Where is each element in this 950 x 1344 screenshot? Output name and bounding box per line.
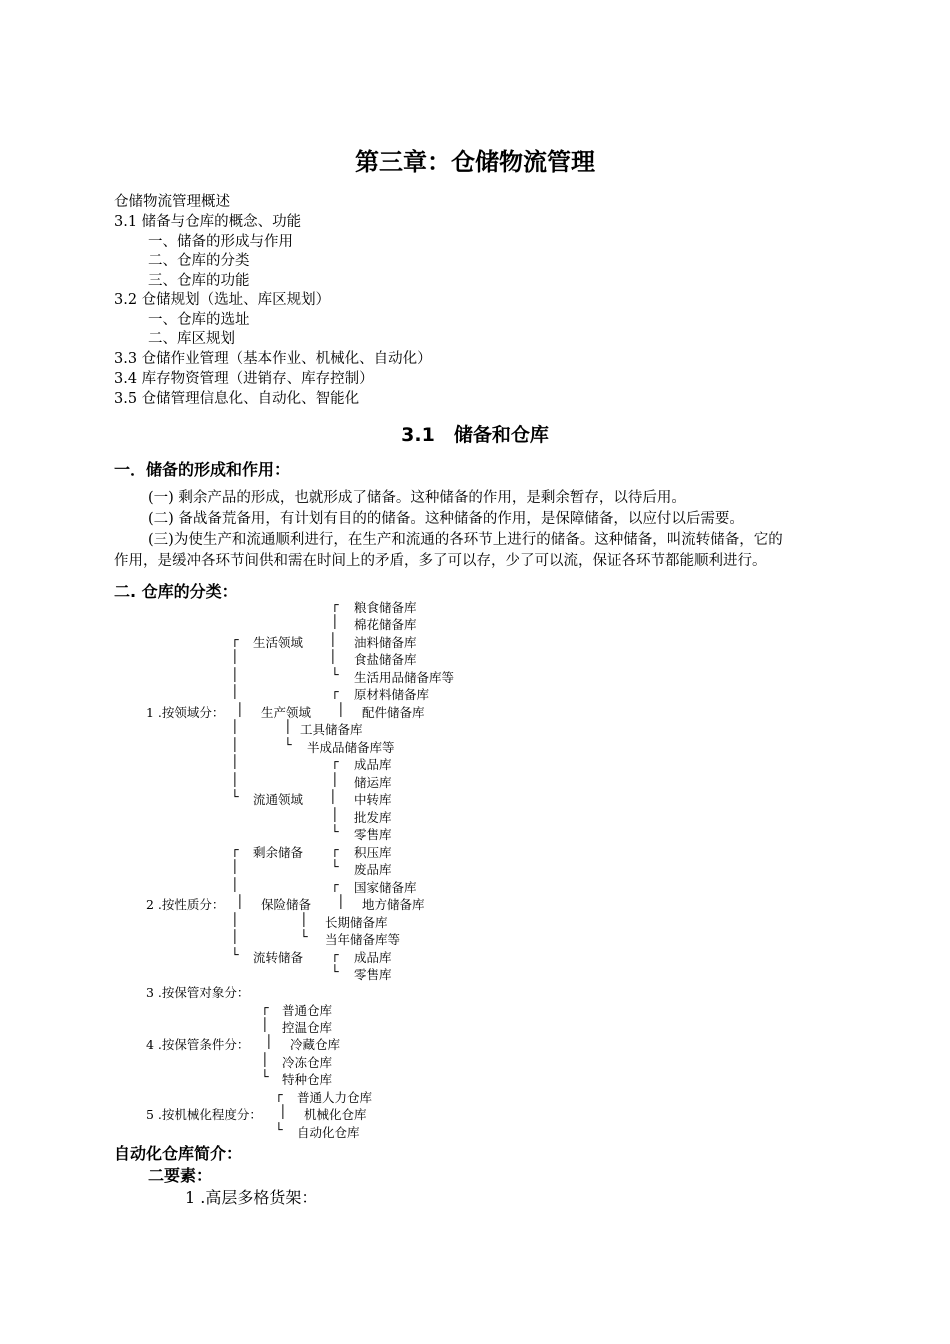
- tree-leaf: 生活用品储备库等: [354, 670, 455, 685]
- tree-leaf: 成品库: [354, 757, 392, 772]
- tree-leaf: 冷冻仓库: [282, 1055, 333, 1070]
- auto-heading: 自动化仓库简介：: [114, 1144, 243, 1163]
- tree-leaf: 中转库: [354, 792, 392, 807]
- tree-leaf: 零售库: [354, 827, 392, 842]
- tree-root-label: 3 .按保管对象分：: [146, 985, 250, 1000]
- toc-3-5: 3.5 仓储管理信息化、自动化、智能化: [114, 391, 360, 407]
- tree-leaf: 食盐储备库: [354, 652, 417, 667]
- bracket-glyph: ┌: [331, 877, 339, 892]
- tree-leaf: 控温仓库: [282, 1020, 333, 1035]
- bracket-glyph: └: [231, 789, 239, 804]
- bracket-glyph: │: [329, 649, 337, 664]
- bracket-glyph: │: [331, 807, 339, 822]
- paragraph-continued: 作用，是缓冲各环节间供和需在时间上的矛盾，多了可以存，少了可以流，保证各环节都能顺利进行。: [114, 553, 767, 569]
- tree-root-label: 2 .按性质分：: [146, 897, 225, 912]
- tree-leaf: 批发库: [354, 810, 392, 825]
- bracket-glyph: │: [331, 614, 339, 629]
- bracket-glyph: │: [261, 1017, 269, 1032]
- paragraph: (一) 剩余产品的形成，也就形成了储备。这种储备的作用，是剩余暂存，以待后用。: [148, 490, 686, 506]
- tree-leaf: 机械化仓库: [304, 1107, 367, 1122]
- tree-leaf: 储运库: [354, 775, 392, 790]
- toc-3-2-2: 二、库区规划: [148, 331, 235, 347]
- bracket-glyph: │: [231, 649, 239, 664]
- bracket-glyph: │: [231, 877, 239, 892]
- tree-leaf: 地方储备库: [362, 897, 425, 912]
- tree-leaf: 油料储备库: [354, 635, 417, 650]
- bracket-glyph: │: [231, 719, 239, 734]
- bracket-glyph: │: [231, 859, 239, 874]
- bracket-glyph: │: [231, 737, 239, 752]
- bracket-glyph: │: [231, 667, 239, 682]
- tree-leaf: 原材料储备库: [354, 687, 430, 702]
- bracket-glyph: ┌: [331, 597, 339, 612]
- bracket-glyph: ┌: [331, 947, 339, 962]
- bracket-glyph: │: [231, 912, 239, 927]
- bracket-glyph: │: [236, 894, 244, 909]
- bracket-glyph: ┌: [231, 842, 239, 857]
- bracket-glyph: │: [337, 702, 345, 717]
- tree-leaf: 自动化仓库: [297, 1125, 360, 1140]
- page-title: 第三章：仓储物流管理: [355, 148, 595, 176]
- toc-3-1: 3.1 储备与仓库的概念、功能: [114, 214, 302, 230]
- tree-leaf: 废品库: [354, 862, 392, 877]
- section-heading: 3.1 储备和仓库: [401, 424, 549, 446]
- part2-heading: 二. 仓库的分类：: [114, 582, 238, 601]
- bracket-glyph: │: [231, 772, 239, 787]
- toc-3-1-1: 一、储备的形成与作用: [148, 234, 293, 250]
- bracket-glyph: │: [261, 1052, 269, 1067]
- paragraph: (二) 备战备荒备用，有计划有目的的储备。这种储备的作用，是保障储备，以应付以后需要。: [148, 511, 744, 527]
- bracket-glyph: │: [279, 1104, 287, 1119]
- bracket-glyph: ┌: [261, 1000, 269, 1015]
- bracket-glyph: └: [331, 964, 339, 979]
- paragraph: (三)为使生产和流通顺利进行，在生产和流通的各环节上进行的储备。这种储备，叫流转储备，它的: [148, 532, 783, 548]
- bracket-glyph: └: [331, 667, 339, 682]
- toc-3-2: 3.2 仓储规划（选址、库区规划）: [114, 292, 331, 308]
- tree-branch-label: 生产领域: [261, 705, 312, 720]
- tree-leaf: 特种仓库: [282, 1072, 333, 1087]
- auto-item: 1 .高层多格货架：: [185, 1188, 318, 1207]
- toc-intro: 仓储物流管理概述: [114, 194, 230, 210]
- bracket-glyph: └: [331, 859, 339, 874]
- toc-3-2-1: 一、仓库的选址: [148, 312, 250, 328]
- bracket-glyph: ┌: [331, 842, 339, 857]
- tree-root-label: 4 .按保管条件分：: [146, 1037, 250, 1052]
- tree-leaf: 工具储备库: [300, 722, 363, 737]
- bracket-glyph: │: [231, 684, 239, 699]
- bracket-glyph: ┌: [231, 632, 239, 647]
- bracket-glyph: └: [275, 1122, 283, 1137]
- part1-heading: 一．储备的形成和作用：: [114, 460, 291, 479]
- toc-3-1-3: 三、仓库的功能: [148, 273, 250, 289]
- bracket-glyph: └: [284, 737, 292, 752]
- tree-root-label: 5 .按机械化程度分：: [146, 1107, 262, 1122]
- bracket-glyph: │: [265, 1034, 273, 1049]
- tree-leaf: 冷藏仓库: [290, 1037, 341, 1052]
- bracket-glyph: │: [236, 702, 244, 717]
- bracket-glyph: └: [261, 1069, 269, 1084]
- tree-leaf: 当年储备库等: [325, 932, 401, 947]
- bracket-glyph: │: [329, 632, 337, 647]
- bracket-glyph: │: [284, 719, 292, 734]
- toc-3-1-2: 二、仓库的分类: [148, 253, 250, 269]
- tree-leaf: 国家储备库: [354, 880, 417, 895]
- tree-leaf: 配件储备库: [362, 705, 425, 720]
- tree-branch-label: 流通领域: [253, 792, 304, 807]
- bracket-glyph: │: [231, 929, 239, 944]
- toc-3-4: 3.4 库存物资管理（进销存、库存控制）: [114, 371, 374, 387]
- tree-leaf: 棉花储备库: [354, 617, 417, 632]
- tree-leaf: 普通人力仓库: [297, 1090, 373, 1105]
- tree-branch-label: 生活领域: [253, 635, 304, 650]
- tree-root-label: 1 .按领域分：: [146, 705, 225, 720]
- bracket-glyph: └: [331, 824, 339, 839]
- bracket-glyph: │: [331, 772, 339, 787]
- tree-leaf: 普通仓库: [282, 1003, 333, 1018]
- tree-leaf: 零售库: [354, 967, 392, 982]
- toc-3-3: 3.3 仓储作业管理（基本作业、机械化、自动化）: [114, 351, 432, 367]
- bracket-glyph: └: [300, 929, 308, 944]
- bracket-glyph: │: [231, 754, 239, 769]
- tree-branch-label: 保险储备: [261, 897, 312, 912]
- tree-leaf: 成品库: [354, 950, 392, 965]
- tree-leaf: 半成品储备库等: [307, 740, 395, 755]
- bracket-glyph: ┌: [275, 1087, 283, 1102]
- bracket-glyph: ┌: [331, 754, 339, 769]
- bracket-glyph: │: [300, 912, 308, 927]
- bracket-glyph: │: [329, 789, 337, 804]
- auto-elements-heading: 二要素：: [148, 1166, 213, 1185]
- tree-leaf: 长期储备库: [325, 915, 388, 930]
- bracket-glyph: ┌: [331, 684, 339, 699]
- tree-branch-label: 剩余储备: [253, 845, 304, 860]
- tree-leaf: 积压库: [354, 845, 392, 860]
- tree-branch-label: 流转储备: [253, 950, 304, 965]
- bracket-glyph: │: [337, 894, 345, 909]
- tree-leaf: 粮食储备库: [354, 600, 417, 615]
- bracket-glyph: └: [231, 947, 239, 962]
